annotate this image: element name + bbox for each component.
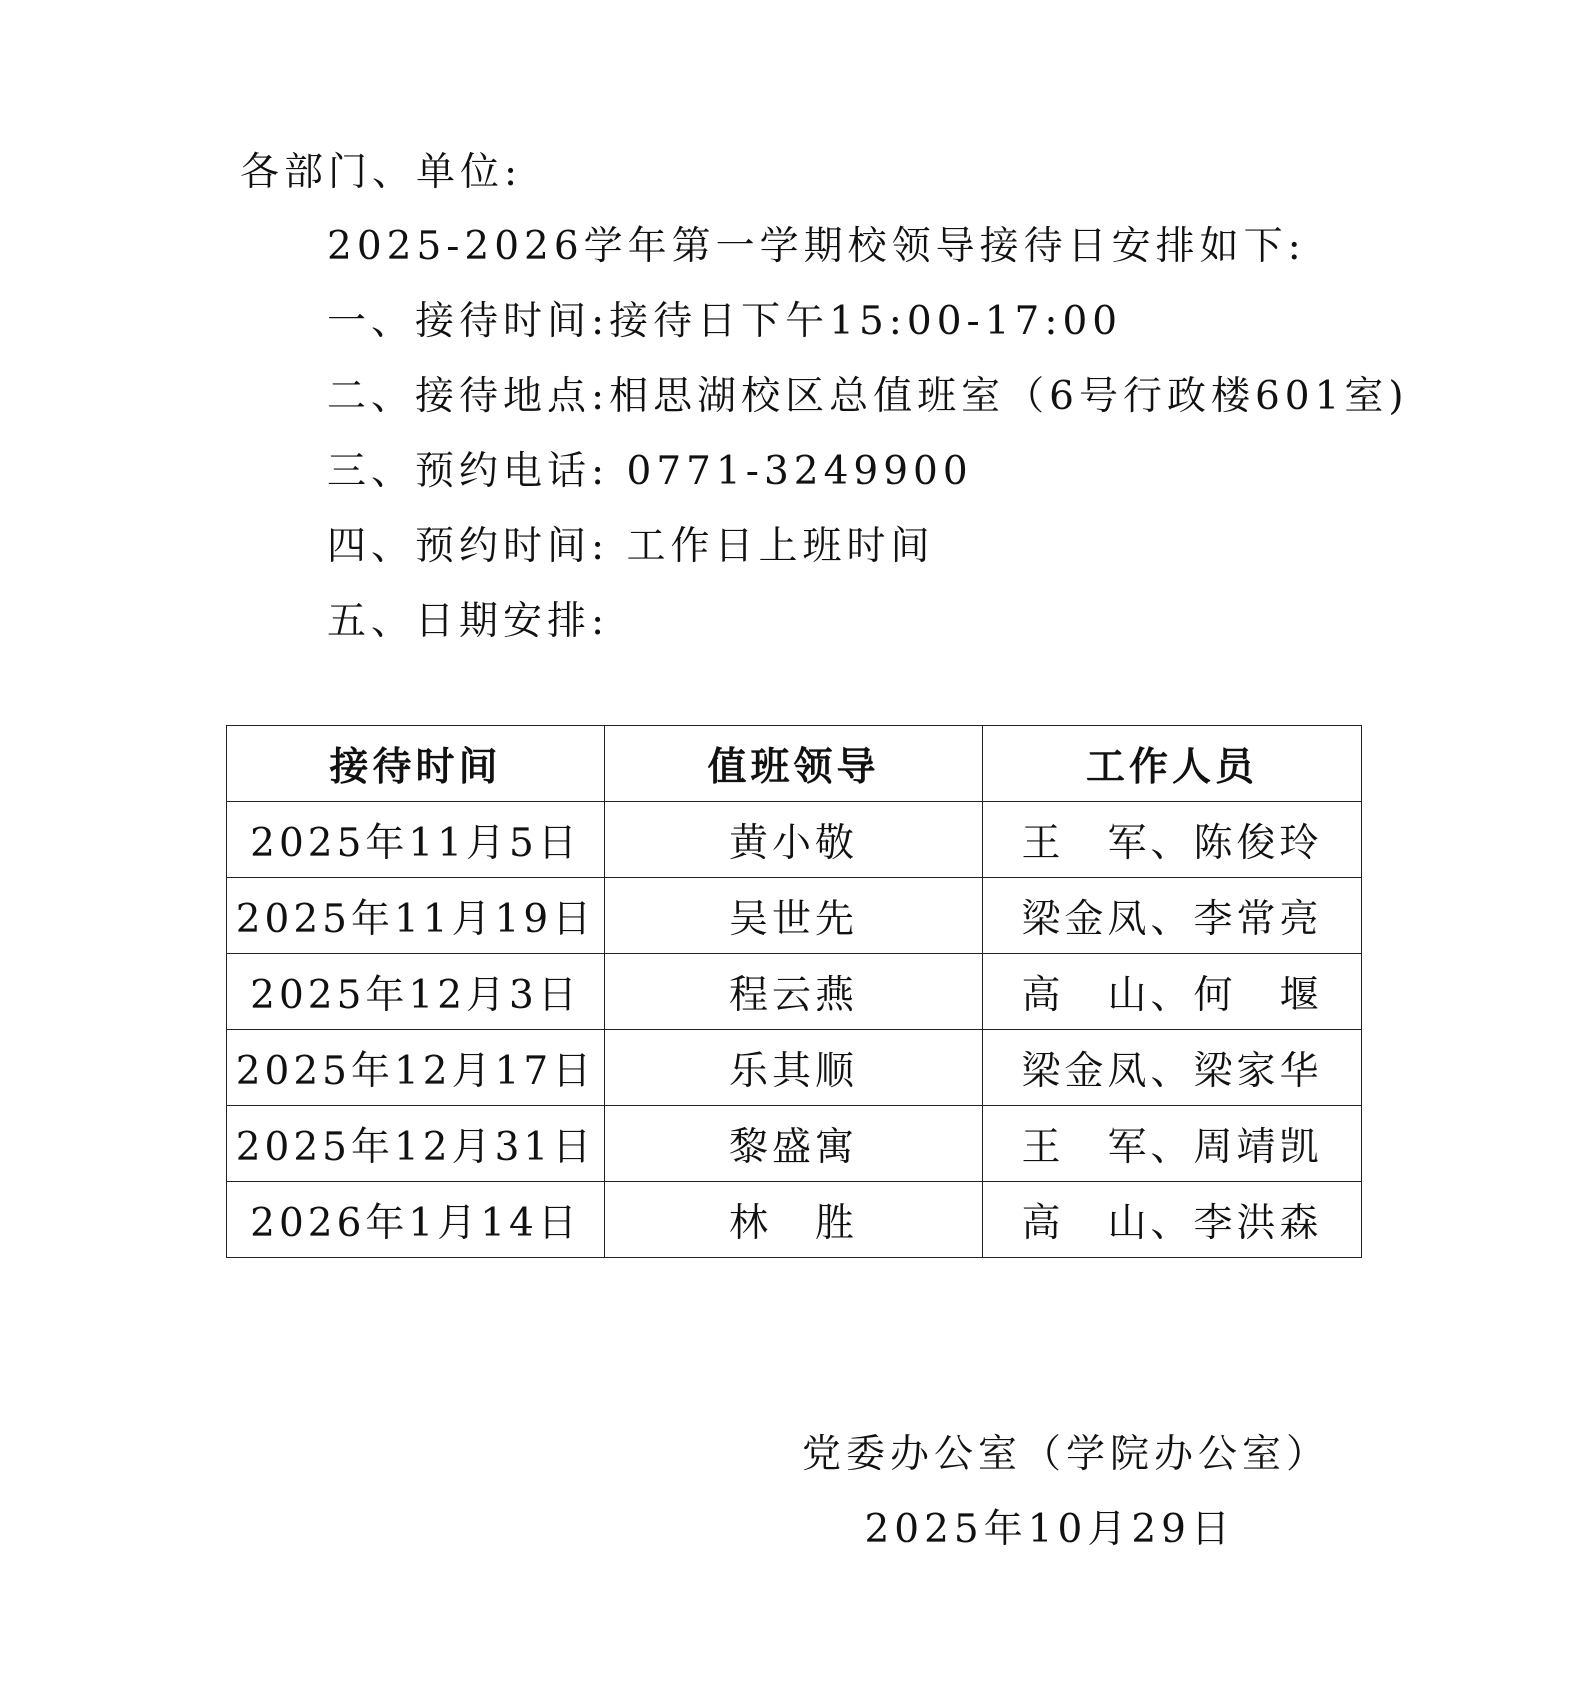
table-row: [227, 878, 1362, 954]
cell-staff: 高 山、何 堰: [983, 954, 1362, 1030]
signature-office: 党委办公室（学院办公室）: [801, 1432, 1330, 1477]
table-row: [227, 802, 1362, 878]
cell-staff: 梁金凤、梁家华: [983, 1030, 1362, 1106]
item-value: 相思湖校区总值班室（6号行政楼601室): [609, 374, 1409, 419]
item-value: 工作日上班时间: [626, 524, 935, 569]
cell-leader: 吴世先: [605, 878, 983, 954]
cell-leader: 黄小敬: [605, 802, 983, 878]
cell-staff: 王 军、陈俊玲: [983, 802, 1362, 878]
table-row: [227, 1030, 1362, 1106]
header-duty-leader: 值班领导: [605, 726, 983, 802]
item-date-schedule: [327, 597, 609, 647]
item-reception-time: [327, 297, 1122, 347]
item-booking-phone: [327, 447, 973, 497]
cell-date: 2025年11月19日: [227, 878, 605, 954]
header-reception-time: 接待时间: [227, 726, 605, 802]
header-staff: 工作人员: [983, 726, 1362, 802]
item-value: 0771-3249900: [626, 449, 973, 494]
table-row: [227, 954, 1362, 1030]
signature-date: 2025年10月29日: [864, 1507, 1235, 1552]
cell-date: 2025年12月3日: [227, 954, 605, 1030]
table-row: [227, 1106, 1362, 1182]
item-value: 接待日下午15:00-17:00: [609, 299, 1123, 344]
cell-staff: 高 山、李洪森: [983, 1182, 1362, 1258]
item-booking-time: [327, 522, 935, 572]
item-label: 三、预约电话:: [327, 449, 610, 494]
table-header-row: [227, 726, 1362, 802]
item-label: 一、接待时间:: [327, 299, 610, 344]
table-row: [227, 1182, 1362, 1258]
cell-staff: 王 军、周靖凯: [983, 1106, 1362, 1182]
item-label: 五、日期安排:: [327, 599, 610, 644]
cell-date: 2025年12月17日: [227, 1030, 605, 1106]
cell-leader: 乐其顺: [605, 1030, 983, 1106]
cell-leader: 林 胜: [605, 1182, 983, 1258]
cell-date: 2026年1月14日: [227, 1182, 605, 1258]
cell-staff: 梁金凤、李常亮: [983, 878, 1362, 954]
item-label: 四、预约时间:: [327, 524, 610, 569]
cell-date: 2025年12月31日: [227, 1106, 605, 1182]
item-reception-location: [327, 372, 1409, 422]
item-label: 二、接待地点:: [327, 374, 610, 419]
salutation: 各部门、单位:: [240, 150, 523, 195]
cell-leader: 程云燕: [605, 954, 983, 1030]
cell-date: 2025年11月5日: [227, 802, 605, 878]
schedule-table: [226, 725, 1362, 1258]
cell-leader: 黎盛寓: [605, 1106, 983, 1182]
intro-paragraph: 2025-2026学年第一学期校领导接待日安排如下:: [327, 224, 1306, 269]
